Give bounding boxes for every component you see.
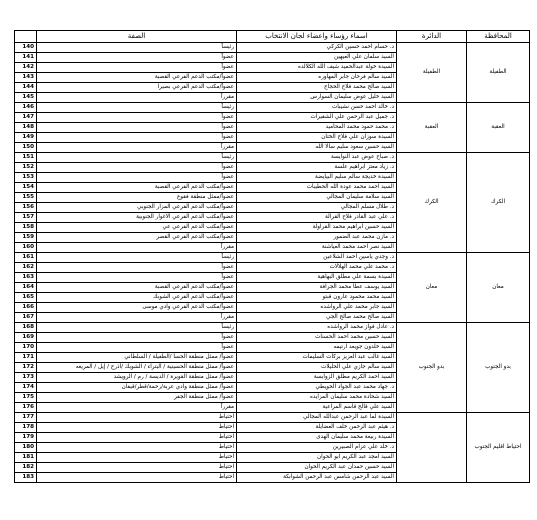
row-role: عضواً xyxy=(37,163,237,173)
row-number: 147 xyxy=(15,113,37,123)
row-role: عضواً/مكتب الدعم الفرعي القصر xyxy=(37,233,237,243)
row-role: عضواً xyxy=(37,133,237,143)
row-number: 155 xyxy=(15,193,37,203)
row-number: 152 xyxy=(15,163,37,173)
row-number: 145 xyxy=(15,93,37,103)
row-number: 168 xyxy=(15,323,37,333)
row-member-name: د. محمد حمود محمد المحاميد xyxy=(237,123,397,133)
row-member-name: د. زياد معتز ابراهيم علسة xyxy=(237,163,397,173)
row-member-name: السيد حسين سعود سليم سالا الله xyxy=(237,143,397,153)
row-member-name: د. صباح عوض عبد النوايسة xyxy=(237,153,397,163)
row-member-name: د. طلال مسلم المجالي xyxy=(237,203,397,213)
row-role: احتياط xyxy=(37,423,237,433)
row-number: 157 xyxy=(15,213,37,223)
row-number: 177 xyxy=(15,413,37,423)
row-number: 140 xyxy=(15,43,37,53)
row-number: 159 xyxy=(15,233,37,243)
row-role: احتياط xyxy=(37,413,237,423)
district-cell: الكرك xyxy=(397,153,467,253)
row-role: عضواً/ ممثل منطقة الحسا /الطفيلة / السلطاني xyxy=(37,353,237,363)
row-number: 148 xyxy=(15,123,37,133)
row-member-name: السيد سلمان علي العيهين xyxy=(237,53,397,63)
table-row xyxy=(15,43,530,53)
row-number: 171 xyxy=(15,353,37,363)
row-number: 146 xyxy=(15,103,37,113)
row-number: 158 xyxy=(15,223,37,233)
row-number: 163 xyxy=(15,273,37,283)
row-member-name: السيد يوسف عطا محمد الجرافة xyxy=(237,283,397,293)
row-member-name: السيد سلامة سليمان المجالي xyxy=(237,193,397,203)
row-role: عضواً xyxy=(37,173,237,183)
district-cell: معان xyxy=(397,253,467,323)
table-row xyxy=(15,153,530,163)
header-district: الدائرة xyxy=(397,31,467,43)
row-role: رئيساً xyxy=(37,43,237,53)
row-number: 180 xyxy=(15,443,37,453)
row-member-name: د. حسام احمد حسين الكركي xyxy=(237,43,397,53)
row-member-name: السيد شحادة محمد سليمان المزايده xyxy=(237,393,397,403)
row-number: 153 xyxy=(15,173,37,183)
row-role: عضواً xyxy=(37,113,237,123)
row-member-name: السيد سالم فرحان جابر المهاوره xyxy=(237,73,397,83)
row-number: 169 xyxy=(15,333,37,343)
row-role: عضواً/مكتب الدعم الفرعي القصبة xyxy=(37,283,237,293)
row-number: 151 xyxy=(15,153,37,163)
row-number: 166 xyxy=(15,303,37,313)
governorate-cell: معان xyxy=(467,253,530,323)
row-member-name: السيد خليل عوض سليمان السوارس xyxy=(237,93,397,103)
row-member-name: السيد امجد عبد الكريم ابو الحوان xyxy=(237,453,397,463)
row-member-name: السيد سالم جازي علي الحليلات xyxy=(237,363,397,373)
row-member-name: د. علي عبد القادر فلاح القرالة xyxy=(237,213,397,223)
row-member-name: السيد حسين حمدان عبد الكريم الحوان xyxy=(237,463,397,473)
row-number: 174 xyxy=(15,383,37,393)
row-member-name: د. هيثم عبد الرحمن خلف العضايلة xyxy=(237,423,397,433)
row-role: مقرراً xyxy=(37,143,237,153)
governorate-cell: بدو الجنوب xyxy=(467,323,530,413)
governorate-cell: الطفيلة xyxy=(467,43,530,103)
row-member-name: د. جميل عبد الرحمن علي الشقيرات xyxy=(237,113,397,123)
row-number: 182 xyxy=(15,463,37,473)
row-number: 156 xyxy=(15,203,37,213)
row-role: عضواً xyxy=(37,63,237,73)
row-member-name: د. محمد علي محمد الهلالات xyxy=(237,263,397,273)
row-role: عضواً xyxy=(37,123,237,133)
governorate-cell: الكرك xyxy=(467,153,530,253)
row-role: رئيساً xyxy=(37,153,237,163)
row-member-name: د. خالد احمد حسن نشيبات xyxy=(237,103,397,113)
district-cell: الطفيلة xyxy=(397,43,467,103)
row-role: عضواً/ ممثل منطقة الحسينية / البتراء / الشوبك /أذرح / إيل / المريغه xyxy=(37,363,237,373)
header-member: اسماء رؤساء واعضاء لجان الانتخاب xyxy=(237,31,397,43)
row-member-name: السيدة بسمة علي مطلق البهاهية xyxy=(237,273,397,283)
row-number: 164 xyxy=(15,283,37,293)
row-number: 161 xyxy=(15,253,37,263)
row-member-name: السيد حسين ابراهيم محمد القراولة xyxy=(237,223,397,233)
row-member-name: السيدة ربيعة محمد سليمان الهدى xyxy=(237,433,397,443)
district-cell xyxy=(397,413,467,483)
header-number xyxy=(15,31,37,43)
row-member-name: السيدة سوزان علي فلاح الختان xyxy=(237,133,397,143)
row-number: 160 xyxy=(15,243,37,253)
row-number: 179 xyxy=(15,433,37,443)
table-row xyxy=(15,413,530,423)
row-number: 173 xyxy=(15,373,37,383)
row-role: عضواً/مكتب الدعم الفرعي المزار الجنوبي xyxy=(37,203,237,213)
row-role: عضواً/مكتب الدعم الفرعي وادي موسى xyxy=(37,303,237,313)
row-member-name: السيد غالب عبد العزيز بركات السليمات xyxy=(237,353,397,363)
governorate-cell: العقبة xyxy=(467,103,530,153)
row-number: 142 xyxy=(15,63,37,73)
row-role: عضواً/ممثل منطقة فقوع xyxy=(37,193,237,203)
row-role: احتياط xyxy=(37,433,237,443)
table-row xyxy=(15,103,530,113)
row-role: عضواً/ ممثل منطقة الجفر xyxy=(37,393,237,403)
row-role: احتياط xyxy=(37,453,237,463)
row-member-name: د. عادل فواز محمد الرواشده xyxy=(237,323,397,333)
row-role: عضواً/مكتب الدعم الفرعي عي xyxy=(37,223,237,233)
row-role: عضواً/مكتب الدعم الفرعي الاغوار الجنوبية xyxy=(37,213,237,223)
row-role: عضواً xyxy=(37,53,237,63)
row-role: رئيساً xyxy=(37,323,237,333)
row-number: 143 xyxy=(15,73,37,83)
row-role: عضواً xyxy=(37,333,237,343)
row-member-name: السيدة خديجة سالم سليم البيايضة xyxy=(237,173,397,183)
row-member-name: السيد عبد الرحمن شامس عبد الرحمن الشوابكة xyxy=(237,473,397,483)
row-number: 176 xyxy=(15,403,37,413)
row-role: عضواً/مكتب الدعم الفرعي بصيرا xyxy=(37,83,237,93)
row-member-name: السيد جابر محمد علي الرواشده xyxy=(237,303,397,313)
row-member-name: السيد احمد محمد عودة الله الحطيبات xyxy=(237,183,397,193)
row-number: 183 xyxy=(15,473,37,483)
row-role: احتياط xyxy=(37,463,237,473)
row-member-name: د. خلد علي عزام الصبيرين xyxy=(237,443,397,453)
row-role: عضواً/مكتب الدعم الفرعي القصبة xyxy=(37,73,237,83)
table-row xyxy=(15,253,530,263)
row-role: عضواً xyxy=(37,343,237,353)
row-role: مقرراً xyxy=(37,243,237,253)
row-member-name: السيد علي قالح قاسم المراعية xyxy=(237,403,397,413)
row-role: عضواً xyxy=(37,263,237,273)
row-member-name: السيد خلدون جويعد ارتيمه xyxy=(237,343,397,353)
row-number: 154 xyxy=(15,183,37,193)
row-number: 181 xyxy=(15,453,37,463)
row-role: عضواً/ ممثل منطقة القويرة / الديسة / رم / الرويشد xyxy=(37,373,237,383)
row-number: 162 xyxy=(15,263,37,273)
row-member-name: د. جهاد محمد عبد الجواد الحويطي xyxy=(237,383,397,393)
table-header-row xyxy=(15,31,530,43)
district-cell: العقبة xyxy=(397,103,467,153)
row-number: 149 xyxy=(15,133,37,143)
row-role: مقرراً xyxy=(37,93,237,103)
row-role: عضواً/مكتب الدعم الفرعي الشوبك xyxy=(37,293,237,303)
row-role: عضواً/مكتب الدعم الفرعي القصبة xyxy=(37,183,237,193)
row-number: 144 xyxy=(15,83,37,93)
row-member-name: السيدة لما عبد الرحمن عبدالله المجالي xyxy=(237,413,397,423)
row-member-name: السيد صالح محمد صالح الجي xyxy=(237,313,397,323)
row-role: احتياط xyxy=(37,473,237,483)
committees-table xyxy=(14,30,530,483)
row-role: عضواً/ ممثل منطقة وادي عربة/رحمة/قطر/قيفان xyxy=(37,383,237,393)
row-number: 172 xyxy=(15,363,37,373)
row-number: 175 xyxy=(15,393,37,403)
row-role: مقرراً xyxy=(37,403,237,413)
table-row xyxy=(15,323,530,333)
governorate-cell: احتياط اقليم الجنوب xyxy=(467,413,530,483)
row-member-name: السيدة خولة عبدالحميد شيف الله الكلالده xyxy=(237,63,397,73)
row-member-name: السيد صالح محمد فلاح الحجاج xyxy=(237,83,397,93)
row-member-name: د. مازن محمد عبد الضمور xyxy=(237,233,397,243)
row-member-name: السيد محمد محمود عارون قبتو xyxy=(237,293,397,303)
row-role: عضواً xyxy=(37,273,237,283)
row-number: 170 xyxy=(15,343,37,353)
row-number: 165 xyxy=(15,293,37,303)
row-role: رئيساً xyxy=(37,253,237,263)
row-number: 141 xyxy=(15,53,37,63)
header-governorate: المحافظة xyxy=(467,31,530,43)
row-member-name: السيد احمد الكريم مطلق الزوابسة xyxy=(237,373,397,383)
row-role: مقرراً xyxy=(37,313,237,323)
row-number: 178 xyxy=(15,423,37,433)
row-role: احتياط xyxy=(37,443,237,453)
district-cell: بدو الجنوب xyxy=(397,323,467,413)
row-member-name: السيد نصر احمد محمد العياشنة xyxy=(237,243,397,253)
header-role: الصفة xyxy=(37,31,237,43)
row-number: 167 xyxy=(15,313,37,323)
row-member-name: د. وجدي ياسين احمد الشلاعين xyxy=(237,253,397,263)
row-role: رئيساً xyxy=(37,103,237,113)
row-number: 150 xyxy=(15,143,37,153)
row-member-name: السيد حسين محمد احمد الحسنات xyxy=(237,333,397,343)
table-body xyxy=(15,43,530,483)
